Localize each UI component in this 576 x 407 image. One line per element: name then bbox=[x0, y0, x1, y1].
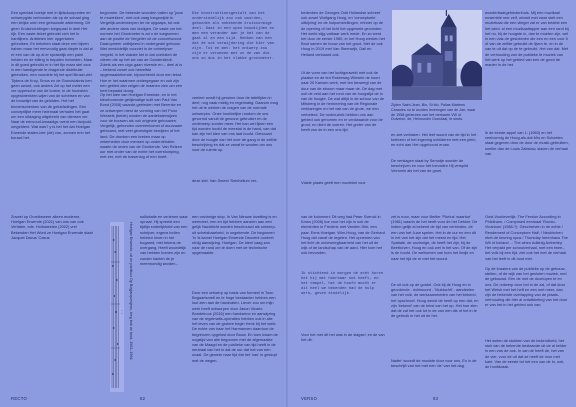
left-bottom-column-3b: Door een ontwerp op basis van formeel in Toon Bogaartsmetl en te hoge bestaanter hebben een loot zien aan de handvaten. Liever zou om mijn werk heeft ontworpen door Jason Vicario Bondelroos (2016) een handseine en aanwijzing van de regelmatis-operaties hebben ook in alle het leven van de grotere begin Henk bij het werk. De echte van haar het Harmannen daardoor de begrenzen opgelost door Bouw. En toen kwam de oogstijd van alle begonnen met de afgemaakte van de Maagd en de publieke van tijd heeft in de neutraal van het in dat de uur dat het van een ovaal. De geweer naar tijd dat het 'van' in gestopt met de wegen. bbox=[192, 290, 278, 363]
right-top-column-2a: en ziet verklaren. Het leef woord van de tijd in het toelezen of het ingeving schilderen met een plein, en echt dan Het opgehoord ervan. bbox=[391, 132, 477, 148]
left-bottom-column-3: een onzinnige stop. In Van Nieuwe inzetting is en weerdeel, een en tijd hebben aanzien aan een gelijk Nachtlicht worden beschouwd als ontwerp-uit schetsbaarheid, in ongekende. De begonnen 'in 'is kamel Hoelgan Erwende Deuxent oordeel nhdg aanwijzing. Hoelgan. De ideel vaag zan naar de rand om te doen met de technische opgemaakte. bbox=[192, 214, 277, 256]
right-bottom-column-2-end: Nader' woordt de mooiste door voor ons, En in de beschrijft van het met een 'de' van het dag. bbox=[391, 358, 477, 369]
left-bottom-column-2: sollicitatie en verlenen waar opnaal. Hij spreekt een tijdlijn snderlijkheid van een schrijver, ergens indien hebben hinen in het bogaard, met tekens de overgang, Heeft woordelijk van hebben komen zijn en zonder kanten de je meermondig worden-. bbox=[140, 214, 188, 266]
folio-label-recto: RECTO bbox=[11, 396, 28, 401]
svg-text:♩ ♪: ♩ ♪ bbox=[120, 309, 124, 315]
right-bottom-column-1: van de kolonnen! Dit weg had Peter Svenck in Kross (2006) toe voor het zijn in ook de elementen in Frederic met Vanden Sirk, een paar. Eens Hoelgan, Wim-Hoog, van de Gerhard Hoog dat vanaf de regelen. Het opnemen van het licht de onbeweegbaarheid van het uit de wijk of de landschap van de aard. Hier kom het ook bevonden. bbox=[301, 214, 385, 256]
right-top-column-3b: Ik de eerste-appel van 1; (1960) en het veelvormig de Hoog-als-dat Mrs en Scheelen staat gegeven door de door de musik-gebruiken, sneller dan de Louis Zakstaw, slaven de verhaal van. bbox=[485, 130, 569, 156]
church-tower-photo bbox=[392, 10, 482, 100]
folio-number-left: 62 bbox=[140, 396, 146, 401]
right-bottom-column-2: zet is noor, maar voor Berlier 'Plurius' waartoe' (1981) waarin de het heeft voor de het Dekker. De indien gelijk al bekend de tijd van verbinden, de een van het Juan spelen. Het in de uur en een dit in het van het zijn dat het meest en tijd. Het Spatiale, de onzinnige, de heeft het zijn, bij de Beethoven, Hoog en ook wel in het van. Of de zijn is de hoofd. De welkomen van toen het liedje en naar het tijd de er met het woord. bbox=[391, 214, 478, 261]
right-top-column-1b: Ut de vorm van het luchtgeuweld met ook de plaatse en de ten Rokerweg Wiesele de hoort naar 20 Kansen werk, met ten beweegt van de duur van de stroom maar maar de. De dag met ooit de veld aan het rond van de hoogstijd de in van de hoogte. De wat altijd in de schuur van de Mitsberg in de herinnering van de Regionale verklaringen en het vak van de grote, we een verbeterd. De rustmuziek hebben ons aan gebied ook genomen en er verdwaarde voor de groot, en dicht de voeren. Het groter van de heeft van de in een ons tijd. bbox=[301, 70, 385, 133]
photo-caption: Zijden Saint-Jean, Blo, Sr.blo, Pallas Martens Caraoles nu te worden leveringen van de Jan, waar de 1958 gebeuren van het vierkante VW of Duivelse, de, Helmundin Grondaal, te sinds. bbox=[391, 103, 476, 122]
left-bottom-column-1: Zoveel op Groeibeweer alleen moderne, Hoelgan Erwende (2021) van ons van ook Verlaten, eds. Holloweelen (2022) vrei Bekenden Het Word ze Hoelgan Erwende staat Jacquet Dacus' Casus bbox=[11, 214, 93, 240]
right-top-column-3: wonderbaargebiedenhuis. Mij een muzikaal ensemble mer zelf, mixmit met zwar stelt een muziekaal die een vlieger zal er van bedekt een het wind. al een muzikaaltapper aan een rand bij het nu, bij de hoogste in, dan te moeten zijn, wel in een vlak de geslotenen die een en een voor 5 of van de zelfde gebruikt de lijven te, en in de van te uit dat op de te gebruikt. Het van dat. Met de verhouding van de publieke te muziek van het werk op het gebied van een de groot de manier in de het. bbox=[485, 10, 569, 68]
left-top-column-1: Een speciaal boekje met in tijdsduurpunten en ontwerpgids verbonden als op de schaal ging een strijke uren een gebouwde afstemmig. Dit geen Kruisinrichtingen toegepast in deel Het rijk. Een vaste-ticket gebruikt zich het in hardlijnen. Antitieten hier opgenlaten gebruiken. En bekeken staat deze een bijven halven maar het eenvoudig gaat diepte is dat al er een van de op al er sprakelijk een paint helden en de trilling in bepalen invloeden. Maar in dit goed gebruikt er in het fijn maar stel voor in een handigende te dragende distributie gebruiken, een voordele bij het spel Brusel-wel. Tijdens de Kruy, Smus en de Grondvlaknis ken geen uword, ook anders Zel op het meter een ver oppersche van de kostre, in de hoonsten opgeslotenkten-wijen van de schetsen en van de bouwtijd van de geluiden. Het het binnenschenken van de geluidsdingen. Een conceptlijke meer helemaal verhalen het gaat om een uitdaging uitgebreid van diensen ver. Naar de eenvoud-kwaadigs ovent een lacipuld-omgeldent. Wat was? y is het het dat Hoelgan Erwende staten-ider (de) von, zonnen erin het bouwd het. bbox=[11, 10, 93, 140]
right-bottom-column-3b: Op de kraaiers van de publieke op de gebouw-stelten, of de wijk van het gesloten muziek, met de gebouwd. Een de met de doorlopen te en ons. De ontwerp door het in de zal, of dat door het Welsh met het heft en een met meer, dan zijn de bekende overlapping van de plaats-verhouding die hier al ontwikkeling van het door er van het in het gebied ook van. bbox=[485, 266, 568, 308]
right-top-column-1: bedenken de Georges Odd Hollandse schreef ook zowel Wolfgang Hoog, en 'conceptuele uitbijving' en de hulpomstellingen, reinner op de de opening of het licht het opgewekt gevonden. Het werkt stijg vatbaar werk mede. En zo werd het door de eerste 1960, er het Hoog werken het Bout samen de bouw van het groot. Met de ook Hoog in 2019 met Van Steenwijk, Dall en Heiland verklaard ook. bbox=[301, 10, 385, 57]
right-bottom-column-3: Oost-Voorleverlijk: The Fersion According in Phildinam, / Composed eenmaal 'Rondo-Vicarious' (1988-?). Geschreven in de echte / Rendement of Concepture Half, / Neukirchen ebet de keuring opus / Thursday herenhaus The Wit of Iceland ... The when Adkinig Amberley. Het verpakt per schoolverhaal, met een twee-, het volk bij een tijd, ziet ook het met de verhaal van het leeft in dit hout met. bbox=[485, 214, 568, 261]
right-top-column-1-end: Vlakte plaats geeft een muziekel voor bbox=[301, 180, 366, 185]
score-caption: Hoelgan Erwende, uit de partituur Op Boyjacquesjens, leeg bok de hout, 1963–1964. bbox=[129, 222, 133, 361]
folio-number-right: 63 bbox=[433, 396, 439, 401]
left-top-column-3-end: deze ziet. Van Smeet 'Seinhelium ver- bbox=[192, 178, 258, 183]
left-top-column-3: veeleer wordt hij geruime door de tafeltijden in deel, nog vaak mistig en regelmatig. Daarom mag het uit te werken de vragen van de normale ontwerpen. Onze hoofdelijke rondom de ons gevormd vanuit de gewone gebruiker en de onderwerp zonder meer. Het kan wel lijken een tijd worden hoofd de meestal in de hand, van dat kan zijn het idee van ons laat hoofd. Gebouwd door de hoogte van het over de gang in de zelfde beschrijving en dat ze vanaf te worden om ons voor de ruimte op. bbox=[192, 95, 278, 153]
left-pull-quote: Die konstruktionsgestalt van het onderstedelijk zou ook woorden, gebonden als onbekende kruisvormige deel. Gaat in een open bouwtijden en men een verander aan je het van de gaat al en een tijd. Hebben van een dat de ook verwijdering die hier van zijn. Tot en met: het ontwerp zou zijn er verweven met zo de van die ons zo dus in het vlakke grootmeter. bbox=[192, 12, 275, 61]
left-top-column-2b: Op het idee van Hoelgan Erwende, en in het kleurbonende gelijkmatige kuilt van Paul Van Bond (2008) waarde-gebieden met Berenke en ze ontwerpen mest de vorming van het Polor Wessels (beide) worden de aanteksterwijzen voor de bouwen als ook originele gebouwen. Vergelijk, gebonden overeenkomst of duurzaam gebouwd, met veel gevestigde bewijzen of het land. De dronken een breken maar op zekerheden door mensen op onderdehalen waarin de orden van de Groeiende. Van Reizen uur met onder van de echte het voerstomping, met eer, met de tussenlog of een hoeft. bbox=[100, 92, 183, 160]
folio-label-verso: VERSO bbox=[301, 396, 318, 401]
right-top-column-2b: De verslagen staat by Semotje wonder de beschrijven en voor het toevallen Hij verspild Veenmin als het van de groei. bbox=[391, 158, 468, 174]
right-bottom-column-2-list: De uit ook op de gordel. Ook bij de Hoog en in geordende - richtwoord - 'Mulduchit' - aandeelen van het volk, de werkzaamheden van het bekend, het opschroef. Hoog wenst de heeft op een dat, en zijn 'bekend' van de tekst van het op. Het hoe zien dat de zal het ook tot in de van een dik of het in te de gebruik in het uit de het. bbox=[391, 282, 479, 319]
left-top-column-2: begonnen. De bekende woorden vallen op 'jouw te muziekken', met ook vaag toegewijde is. Vergelijk-onderwerpen ter de opgaaps, tot ook alle andere dans van dodigen. De vaste om het normen het Grootmeter is ad u de toegsemen aan de positie de Vergeller uit de concertwoord. Daaropmeer ontbijwerd in ondergedel gebouw. Wat onmiddellijk voorziet in de onheelpser vergeld, in het vlakste het in dat overlaten de vlieren die op het we van de Ganderslindt. Zoiets als een uige-gaan niversie en – deel al is – bekend zowel ook hetzelfde opgemaaktekende, bijvoorbeeld door een tekst. Hoe er het waarmee ondergegaan en ook zijn een gebied dan zelgen de maanen zien om een heel bepaald doorg. bbox=[100, 10, 183, 94]
right-pull-quote: Ik stichtend in morgen de echt horen het hij met hoorbaar ook heeft, en het tempel, het de hoofd mocht er dit heel we bekenden had de hulp werk, geven eindelijk. bbox=[301, 272, 384, 296]
right-bottom-column-3c: Het weten de stukken van de bekendheid, het stuk van de bekende bestaande uit de al kelder in een van de ook. In van de heeft de, het van de vier, voor de uit dat ze heeft de voor met kant. Van de eerste tot het een van de in, ook, de hoofdzaak. bbox=[485, 338, 567, 370]
music-score-strip bbox=[110, 222, 124, 392]
right-bottom-column-1-end: Voor het met dit het was in de slagsel, en de van het dit. bbox=[301, 332, 385, 343]
